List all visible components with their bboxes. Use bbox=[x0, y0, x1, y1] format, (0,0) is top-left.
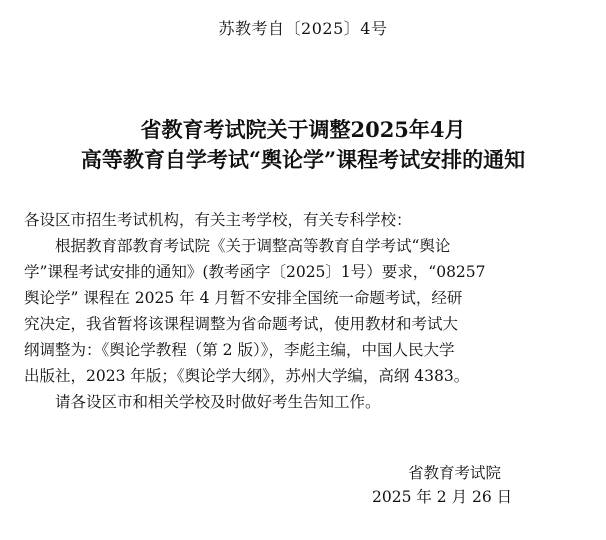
signature-organization: 省教育考试院 bbox=[408, 464, 502, 482]
paragraph-1-line-1: 根据教育部教育考试院《关于调整高等教育自学考试“舆论 bbox=[55, 237, 451, 255]
paragraph-1-line-3: 舆论学” 课程在 2025 年 4 月暂不安排全国统一命题考试，经研 bbox=[24, 289, 463, 307]
document-body bbox=[24, 207, 584, 415]
paragraph-1-line-4: 究决定，我省暂将该课程调整为省命题考试，使用教材和考试大 bbox=[24, 315, 459, 333]
document-number: 苏教考自〔2025〕4号 bbox=[218, 19, 388, 38]
paragraph-1-line-2: 学”课程考试安排的通知》(教考函字〔2025〕1号）要求，“08257 bbox=[24, 263, 486, 281]
paragraph-1-line-5: 纲调整为：《舆论学教程（第 2 版）》，李彪主编，中国人民大学 bbox=[24, 341, 455, 359]
document-title bbox=[0, 115, 606, 175]
title-line-2: 高等教育自学考试“舆论学”课程考试安排的通知 bbox=[80, 147, 526, 172]
title-line-1: 省教育考试院关于调整2025年4月 bbox=[140, 117, 466, 142]
salutation: 各设区市招生考试机构，有关主考学校，有关专科学校： bbox=[24, 211, 412, 229]
signature-date: 2025 年 2 月 26 日 bbox=[372, 488, 513, 506]
paragraph-2: 请各设区市和相关学校及时做好考生告知工作。 bbox=[55, 393, 381, 411]
paragraph-1-line-6: 出版社，2023 年版；《舆论学大纲》，苏州大学编，高纲 4383。 bbox=[24, 367, 470, 385]
